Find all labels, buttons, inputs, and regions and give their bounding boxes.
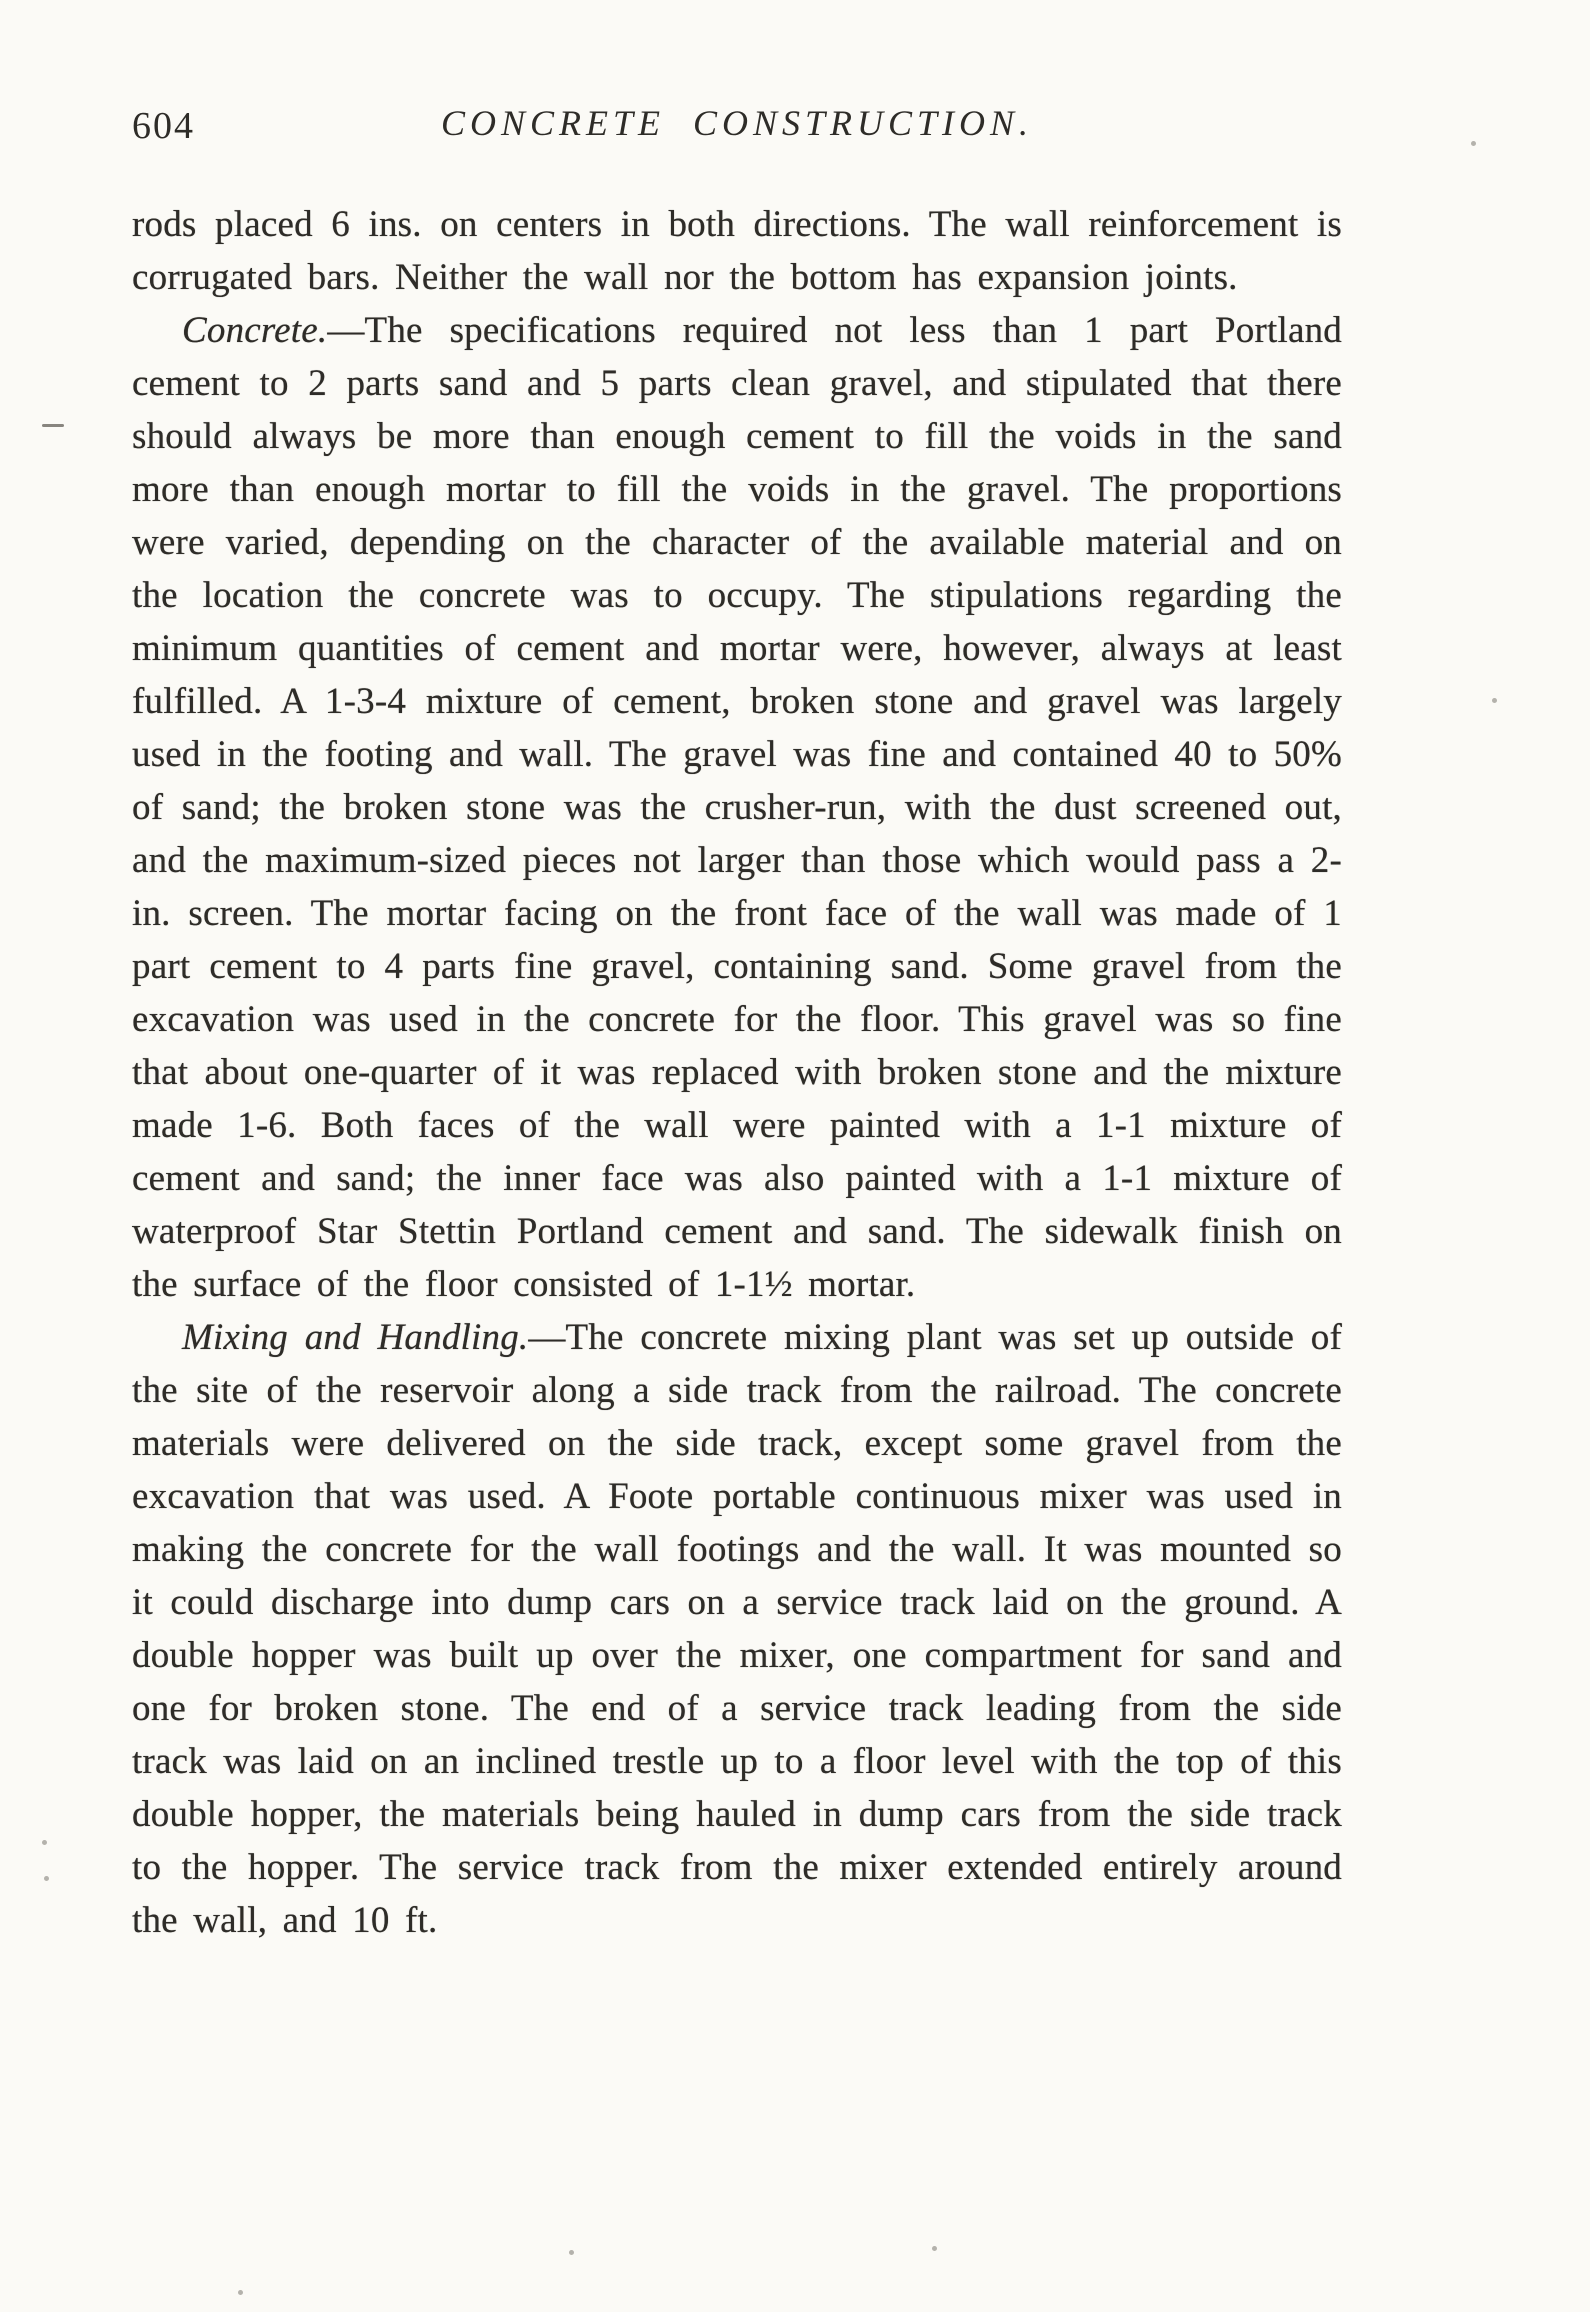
paragraph-text: —The specifications required not less than 1 part Portland cement to 2 parts sand and 5 parts clean gravel, and stipulated that there should always be more than enough cement to fill the voids in the sand more than enough mortar to fill the voids in the gravel. The proportions were varied, depending on the character of the available material and on the location the concrete was to occupy. The stipulations regarding the minimum quantities of cement and mortar were, however, always at least fulfilled. A 1-3-4 mixture of cement, broken stone and gravel was largely used in the footing and wall. The gravel was fine and contained 40 to 50% of sand; the broken stone was the crusher-run, with the dust screened out, and the maximum-sized pieces not larger than those which would pass a 2-in. screen. The mortar facing on the front face of the wall was made of 1 part cement to 4 parts fine gravel, containing sand. Some gravel from the excavation was used in the concrete for the floor. This gravel was so fine that about one-quarter of it was replaced with broken stone and the mixture made 1-6. Both faces of the wall were painted with a 1-1 mixture of cement and sand; the inner face was also painted with a 1-1 mixture of waterproof Star Stettin Portland cement and sand. The sidewalk finish on the surface of the floor consisted of 1-1½ mortar. [132, 310, 1342, 1305]
scan-speck [238, 2290, 243, 2295]
scan-speck [42, 1840, 47, 1845]
paragraph [132, 304, 1342, 1311]
page-body [132, 198, 1342, 1947]
paragraph [132, 198, 1342, 304]
paragraph-lead: Concrete. [182, 310, 328, 351]
page-number: 604 [132, 105, 195, 147]
scan-speck [1492, 698, 1497, 703]
paragraph-text: —The concrete mixing plant was set up outside of the site of the reservoir along a side track from the railroad. The concrete materials were delivered on the side track, except some gravel from the excavation that was used. A Foote portable continuous mixer was used in making the concrete for the wall footings and the wall. It was mounted so it could discharge into dump cars on a service track laid on the ground. A double hopper was built up over the mixer, one compartment for sand and one for broken stone. The end of a service track leading from the side track was laid on an inclined trestle up to a floor level with the top of this double hopper, the materials being hauled in dump cars from the side track to the hopper. The service track from the mixer extended entirely around the wall, and 10 ft. [132, 1317, 1342, 1941]
scan-speck [569, 2250, 574, 2255]
running-header: CONCRETE CONSTRUCTION. [440, 103, 1034, 143]
paragraph-lead: Mixing and Handling. [182, 1317, 529, 1358]
paragraph-text: rods placed 6 ins. on centers in both directions. The wall reinforcement is corrugated bars. Neither the wall nor the bottom has expansion joints. [132, 204, 1342, 298]
scan-speck [44, 1876, 49, 1881]
margin-mark [42, 424, 64, 427]
scan-speck [1471, 141, 1476, 146]
scan-speck [932, 2246, 937, 2251]
page-header [132, 102, 1342, 154]
paragraph [132, 1311, 1342, 1947]
